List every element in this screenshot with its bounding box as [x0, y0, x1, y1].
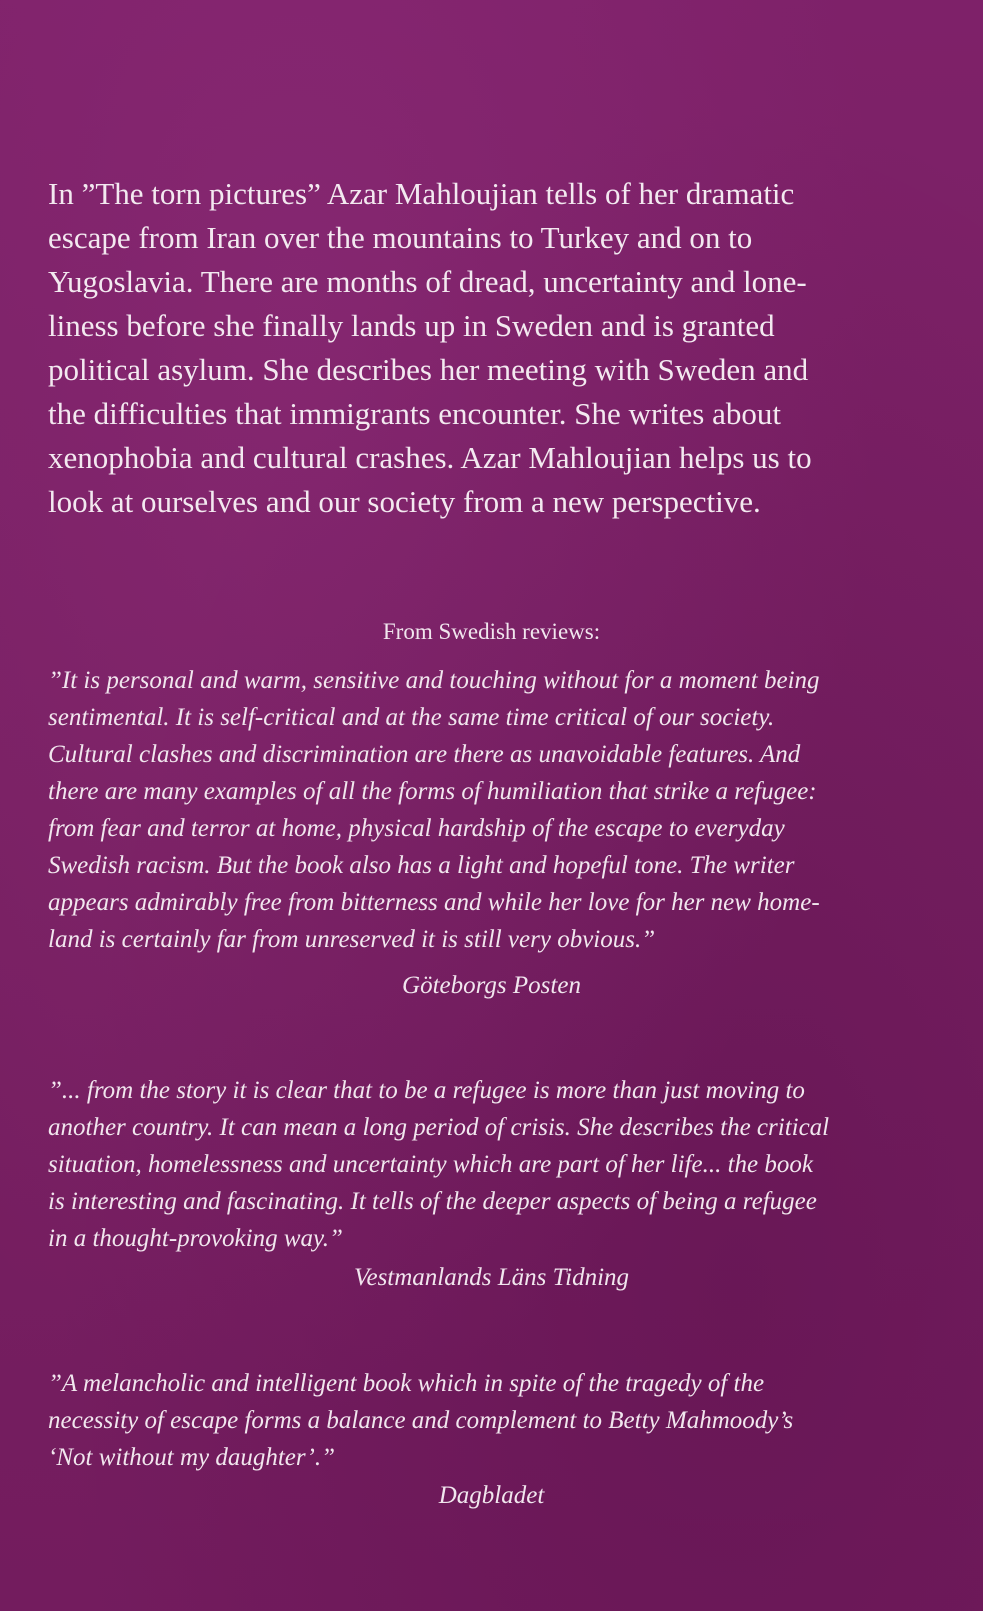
review-source-vestmanlands-lans-tidning: Vestmanlands Läns Tidning	[353, 1264, 630, 1291]
review-quote-dagbladet: ”A melancholic and intelligent book which in spite of the tragedy of the necessity of escape forms a balance and complement to Betty Mahmoody’s ‘Not without my daughter’.”	[48, 1370, 794, 1471]
review-source-goteborgs-posten: Göteborgs Posten	[402, 972, 581, 999]
review-quote-vestmanlands-lans-tidning: ”... from the story it is clear that to be a refugee is more than just moving to another country. It can mean a long period of crisis. She describes the critical situation, homelessness and uncertainty which are part of her life... the book is interesting and fascinating. It tells of the deeper aspects of being a refugee in a thought-provoking way.”	[48, 1077, 830, 1252]
review-quote-goteborgs-posten: ”It is personal and warm, sensitive and touching without for a moment being sentimental. It is self-critical and at the same time critical of our society. Cultural clashes and discrimination are there as unavoidable features. And there are many examples of all the forms of humiliation that strike a refugee: from fear and terror at home, physical hardship of the escape to everyday Swedish racism. But the book also has a light and hopeful tone. The writer appears admirably free from bitterness and while her love for her new home- land is certainly far from unreserved it is still very obvious.”	[48, 667, 820, 953]
review-source-dagbladet: Dagbladet	[438, 1482, 545, 1509]
reviews-heading: From Swedish reviews:	[382, 619, 601, 644]
book-blurb: In ”The torn pictures” Azar Mahloujian tells of her dramatic escape from Iran over the mountains to Turkey and on to Yugoslavia. There are months of dread, uncertainty and lone- liness before she finally lands up in Sweden and is granted political asylum. She describes her meeting with Sweden and the difficulties that immigrants encounter. She writes about xenophobia and cultural crashes. Azar Mahloujian helps us to look at ourselves and our society from a new perspective.	[48, 176, 812, 519]
